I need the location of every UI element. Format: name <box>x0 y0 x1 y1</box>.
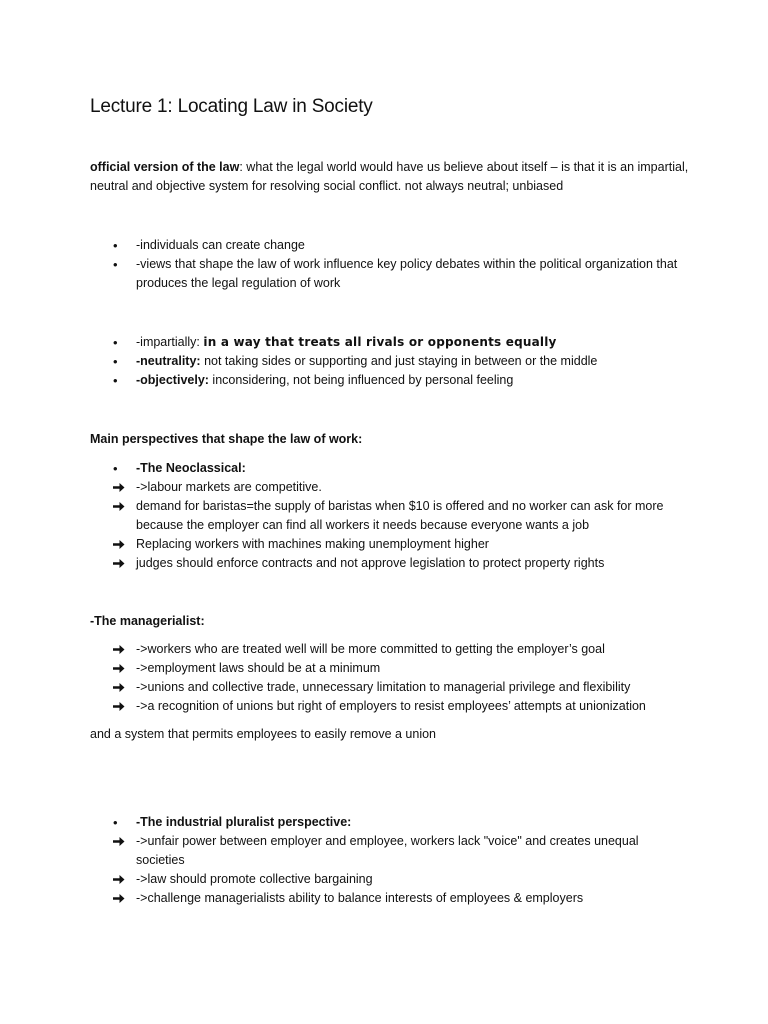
list-item-text: -individuals can create change <box>136 238 305 252</box>
list-item-text: ->workers who are treated well will be more committed to getting the employer’s goal <box>136 642 605 656</box>
list-item <box>0 889 768 908</box>
list-item-text: ->a recognition of unions but right of employers to resist employees’ attempts at unionization <box>136 699 646 713</box>
list-item-text: ->labour markets are competitive. <box>136 480 322 494</box>
right-arrow-icon <box>113 678 127 693</box>
list-item <box>0 640 768 659</box>
list-item <box>0 813 768 832</box>
list-item <box>0 832 768 870</box>
right-arrow-icon <box>113 535 127 550</box>
right-arrow-icon <box>113 697 127 712</box>
definition-term: -neutrality: <box>136 354 201 368</box>
bullet-icon: • <box>113 461 118 476</box>
definition-text: inconsidering, not being influenced by personal feeling <box>212 373 514 387</box>
list-item <box>0 554 768 573</box>
bullet-icon: • <box>113 373 118 388</box>
list-item <box>0 371 768 390</box>
list-item <box>0 352 768 371</box>
pluralist-list <box>0 813 768 908</box>
list-item-text: ->challenge managerialists ability to balance interests of employees & employers <box>136 891 584 905</box>
right-arrow-icon <box>113 497 127 512</box>
list-item <box>0 497 768 535</box>
managerialist-heading-text: -The managerialist: <box>90 614 205 628</box>
bullet-list-1 <box>0 236 768 293</box>
neoclassical-list <box>0 459 768 573</box>
intro-paragraph <box>90 158 690 196</box>
list-item-text: ->employment laws should be at a minimum <box>136 661 381 675</box>
list-item-text: -views that shape the law of work influence key policy debates within the political organization that produces the legal regulation of work <box>136 257 678 290</box>
list-item-text: ->law should promote collective bargaining <box>136 872 373 886</box>
list-item-text: ->unions and collective trade, unnecessary limitation to managerial privilege and flexibility <box>136 680 631 694</box>
definition-text: not taking sides or supporting and just staying in between or the middle <box>204 354 598 368</box>
list-item <box>0 678 768 697</box>
perspectives-heading-text: Main perspectives that shape the law of work: <box>90 432 363 446</box>
intro-text: : what the legal world would have us believe about itself – is that it is an impartial, neutral and objective system for resolving social conflict. not always neutral; unbiased <box>90 160 689 193</box>
right-arrow-icon <box>113 889 127 904</box>
list-item <box>0 697 768 716</box>
pluralist-heading: -The industrial pluralist perspective: <box>136 815 352 829</box>
list-item-text: demand for baristas=the supply of baristas when $10 is offered and no worker can ask for more because the employer can find all workers it needs because everyone wants a job <box>136 499 664 532</box>
list-item <box>0 478 768 497</box>
list-item <box>0 255 768 293</box>
bullet-icon: • <box>113 354 118 369</box>
definition-text: in a way that treats all rivals or opponents equally <box>203 335 557 349</box>
right-arrow-icon <box>113 659 127 674</box>
intro-term: official version of the law <box>90 160 240 174</box>
right-arrow-icon <box>113 554 127 569</box>
list-item <box>0 659 768 678</box>
list-item-text: judges should enforce contracts and not approve legislation to protect property rights <box>136 556 605 570</box>
right-arrow-icon <box>113 832 127 847</box>
right-arrow-icon <box>113 870 127 885</box>
page-title: Lecture 1: Locating Law in Society <box>90 96 373 117</box>
bullet-icon: • <box>113 257 118 272</box>
list-item <box>0 459 768 478</box>
list-item <box>0 535 768 554</box>
neoclassical-heading: -The Neoclassical: <box>136 461 246 475</box>
right-arrow-icon <box>113 640 127 655</box>
definition-term: -impartially: <box>136 335 200 349</box>
bullet-icon: • <box>113 238 118 253</box>
list-item <box>0 870 768 889</box>
right-arrow-icon <box>113 478 127 493</box>
managerialist-list <box>0 640 768 716</box>
managerialist-heading <box>90 612 690 631</box>
list-item-text: Replacing workers with machines making unemployment higher <box>136 537 489 551</box>
definition-term: -objectively: <box>136 373 209 387</box>
bullet-icon: • <box>113 815 118 830</box>
bullet-list-definitions <box>0 333 768 390</box>
list-item <box>0 236 768 255</box>
bullet-icon: • <box>113 335 118 350</box>
list-item <box>0 333 768 352</box>
list-item-text: ->unfair power between employer and employee, workers lack "voice" and creates unequal societies <box>136 834 639 867</box>
perspectives-heading <box>90 430 690 449</box>
managerialist-continuation: and a system that permits employees to easily remove a union <box>90 727 437 741</box>
